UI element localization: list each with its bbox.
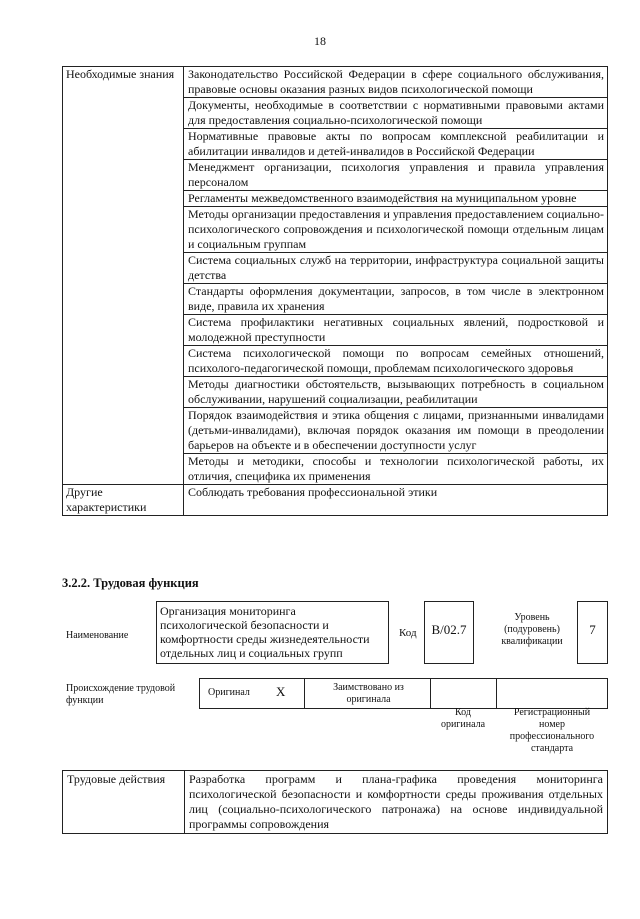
reg-number-caption: Регистрационный номер профессионального стандарта xyxy=(509,707,595,754)
knowledge-item: Нормативные правовые акты по вопросам комплексной реабилитации и абилитации инвалидов и детей-инвалидов в Российской Федерации xyxy=(184,129,608,160)
original-cell xyxy=(199,678,305,709)
borrowed-cell xyxy=(304,678,431,709)
name-label: Наименование xyxy=(66,630,129,641)
required-knowledge-label: Необходимые знания xyxy=(63,67,184,485)
function-code-box: B/02.7 xyxy=(424,601,474,664)
original-label: Оригинал xyxy=(208,687,250,698)
required-knowledge-table xyxy=(62,66,608,516)
knowledge-item: Методы организации предоставления и управления предоставлением социально-психологического сопровождения и психологической помощи отдельным лицам и социальным группам xyxy=(184,207,608,253)
knowledge-item: Система социальных служб на территории, инфраструктура социальной защиты детства xyxy=(184,253,608,284)
other-characteristics-label: Другие характеристики xyxy=(63,485,184,516)
page-number: 18 xyxy=(314,34,326,48)
other-characteristics-row xyxy=(63,485,608,516)
knowledge-item: Документы, необходимые в соответствии с нормативными правовыми актами для предоставления социально-психологической помощи xyxy=(184,98,608,129)
knowledge-row xyxy=(63,67,608,98)
knowledge-item: Методы диагностики обстоятельств, вызывающих потребность в социальном обслуживании, нарушений социализации, реабилитации xyxy=(184,377,608,408)
knowledge-item: Система профилактики негативных социальных явлений, подростковой и молодежной преступности xyxy=(184,315,608,346)
code-original-cell xyxy=(430,678,497,709)
knowledge-item: Стандарты оформления документации, запросов, в том числе в электронном виде, правила их хранения xyxy=(184,284,608,315)
borrowed-label: Заимствовано из оригинала xyxy=(333,682,404,705)
qualification-level-box: 7 xyxy=(577,601,608,664)
knowledge-item: Менеджмент организации, психология управления и правила управления персоналом xyxy=(184,160,608,191)
knowledge-item: Регламенты межведомственного взаимодействия на муниципальном уровне xyxy=(184,191,608,207)
other-characteristics-value: Соблюдать требования профессиональной этики xyxy=(184,485,608,516)
qualification-level-label: Уровень (подуровень) квалификации xyxy=(501,612,563,647)
labor-actions-table xyxy=(62,770,608,834)
labor-actions-value: Разработка программ и плана-графика проведения мониторинга психологической безопасности и комфортности среды проживания отдельных лиц (социально-психологического патронажа) на основе индивидуальной программы сопровождения xyxy=(185,771,608,834)
code-label: Код xyxy=(399,627,417,639)
knowledge-item: Методы и методики, способы и технологии психологической работы, их отличия, специфика их применения xyxy=(184,454,608,485)
labor-actions-row xyxy=(63,771,608,834)
knowledge-item: Порядок взаимодействия и этика общения с лицами, признанными инвалидами (детьми-инвалидами), включая порядок оказания им помощи в преодолении барьеров на объекте и в обеспечении доступности услуг xyxy=(184,408,608,454)
labor-actions-label: Трудовые действия xyxy=(63,771,185,834)
knowledge-item: Законодательство Российской Федерации в сфере социального обслуживания, правовые основы оказания разных видов психологической помощи xyxy=(184,67,608,98)
function-name-box: Организация мониторинга психологической безопасности и комфортности среды жизнедеятельности отдельных лиц и социальных групп xyxy=(156,601,389,664)
origin-label: Происхождение трудовой функции xyxy=(66,683,176,706)
reg-number-cell xyxy=(496,678,608,709)
section-heading: 3.2.2. Трудовая функция xyxy=(62,576,199,590)
knowledge-item: Система психологической помощи по вопросам семейных отношений, психолого-педагогической помощи, проблемам психологического здоровья xyxy=(184,346,608,377)
code-original-caption: Код оригинала xyxy=(440,707,486,730)
original-mark: X xyxy=(276,684,286,699)
